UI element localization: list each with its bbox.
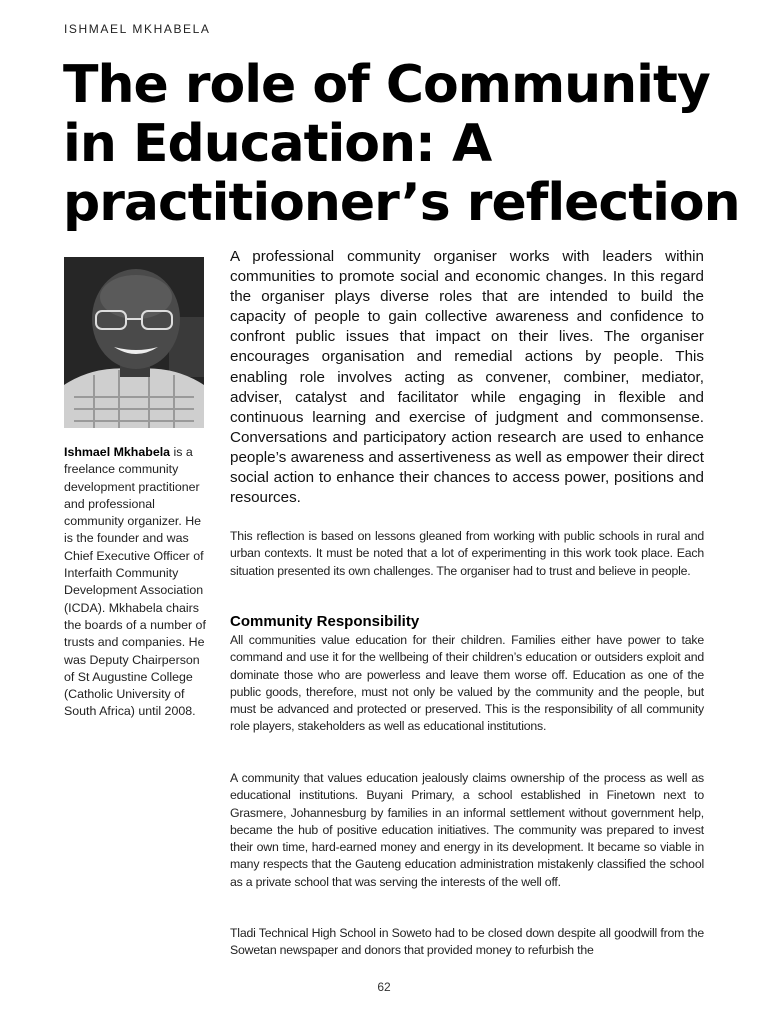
section-paragraph: Tladi Technical High School in Soweto had to be closed down despite all goodwill from the Sowetan newspaper and donors that provided money to refurbish the — [230, 926, 704, 958]
article-title: The role of Community in Education: A practitioner’s reflection — [63, 55, 740, 233]
author-bio-name: Ishmael Mkhabela — [64, 445, 171, 459]
intro-paragraph: This reflection is based on lessons gleaned from working with public schools in rural and urban contexts. It must be noted that a lot of experimenting in this work took place. Each situation presented its own challenges. The organiser had to trust and believe in people. — [230, 529, 704, 578]
section-heading: Community Responsibility — [230, 613, 420, 630]
author-bio-text: is a freelance community development practitioner and professional community organizer. He is the founder and was Chief Executive Officer of Interfaith Community Development Association (ICDA). Mkhabela chairs the boards of a number of trusts and companies. He was Deputy Chairperson of St Augustine College (Catholic University of South Africa) until 2008. — [64, 445, 206, 719]
running-header-author: ISHMAEL MKHABELA — [64, 22, 211, 36]
page-number: 62 — [377, 980, 391, 994]
author-photo — [64, 257, 204, 428]
section-paragraph: A community that values education jealously claims ownership of the process as well as educational institutions. Buyani Primary, a school established in Finetown next to Grasmere, Johannesburg by families in an informal settlement without government help, became the hub of positive education initiatives. The community was prepared to invest their own time, hard-earned money and energy in its development. It became so viable in many respects that the Gauteng education administration mistakenly classified the school as a private school that was serving the interests of the well off. — [230, 771, 704, 889]
author-bio — [64, 444, 210, 721]
lead-paragraph: A professional community organiser works with leaders within communities to promote social and economic changes. In this regard the organiser plays diverse roles that are intended to build the capacity of people to gain collective awareness and confidence to confront public issues that impact on their lives. The organiser encourages organisation and remedial actions by people. This enabling role involves acting as convener, combiner, mediator, adviser, catalyst and facilitator while engaging in flexible and continuous learning and exercise of judgment and commonsense. Conversations and participatory action research are used to enhance people’s awareness and assertiveness as well as empower their direct social action to enhance their chances to access power, positions and resources. — [230, 248, 704, 507]
section-paragraph: All communities value education for their children. Families either have power to take command and use it for the wellbeing of their children’s education or outsiders exploit and dominate those who are powerless and leave them worse off. Education as one of the public goods, therefore, must not only be valued by the community and the people, but must be advanced and protected or preserved. This is the responsibility of all community role players, stakeholders as well as educational institutions. — [230, 633, 704, 734]
